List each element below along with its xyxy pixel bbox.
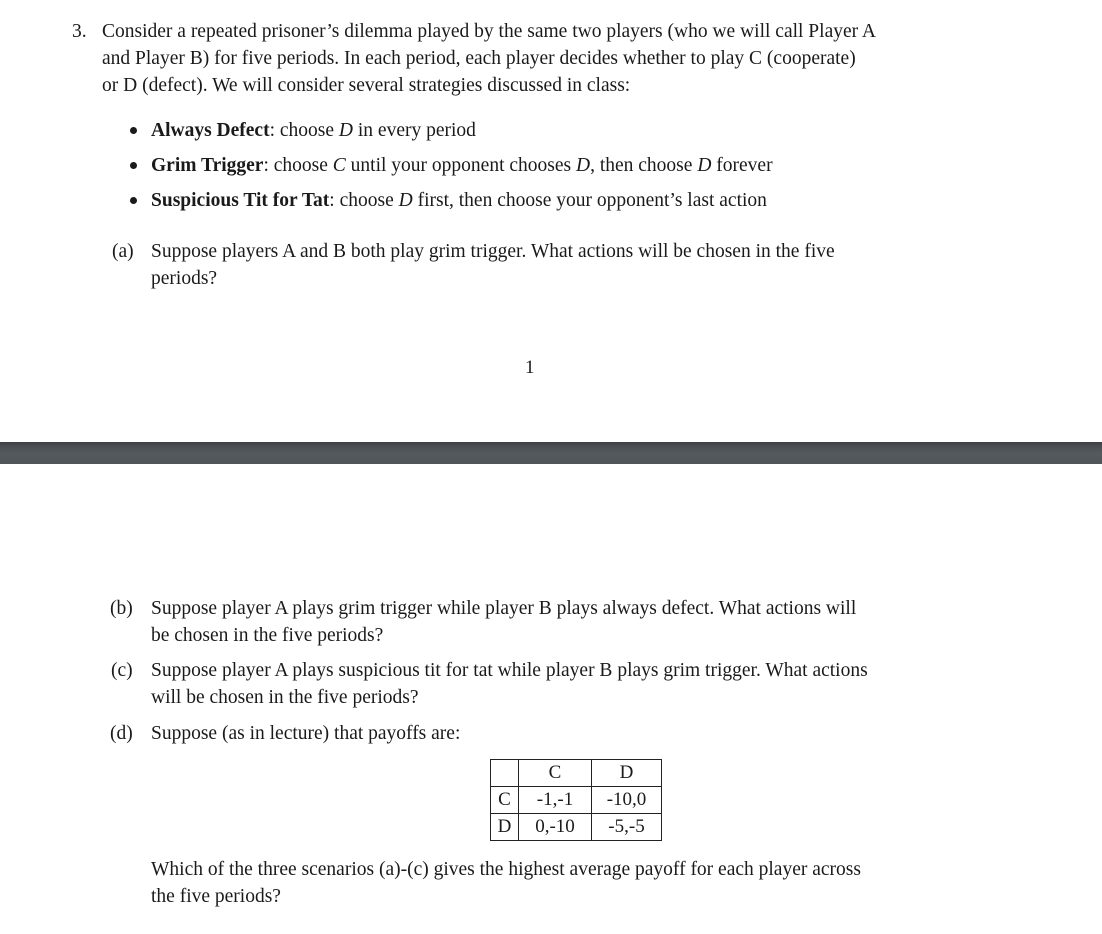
part-c-line-1: Suppose player A plays suspicious tit for tat while player B plays grim trigger. What actions [151, 660, 868, 681]
intro-line-2: and Player B) for five periods. In each period, each player decides whether to play C (cooperate) [102, 48, 856, 69]
page-divider [0, 442, 1102, 464]
payoff-corner-cell [491, 760, 519, 787]
intro-line-1: Consider a repeated prisoner’s dilemma played by the same two players (who we will call Player A [102, 21, 877, 42]
payoff-cell: 0,-10 [519, 814, 592, 841]
bullet-icon [130, 197, 137, 204]
part-a-line-1: Suppose players A and B both play grim trigger. What actions will be chosen in the five [151, 241, 835, 262]
part-b-line-2: be chosen in the five periods? [151, 625, 384, 646]
part-d-line: Suppose (as in lecture) that payoffs are: [151, 723, 461, 744]
payoff-row [491, 814, 662, 841]
part-d-followup-line-2: the five periods? [151, 886, 281, 907]
payoff-row-header: D [491, 814, 519, 841]
payoff-row [491, 787, 662, 814]
payoff-col-header: C [519, 760, 592, 787]
payoff-header-row [491, 760, 662, 787]
payoff-cell: -10,0 [592, 787, 662, 814]
part-b-line-1: Suppose player A plays grim trigger while player B plays always defect. What actions will [151, 598, 857, 619]
payoff-cell: -1,-1 [519, 787, 592, 814]
strategy-grim-trigger: Grim Trigger: choose C until your opponent chooses D, then choose D forever [151, 155, 773, 176]
payoff-row-header: C [491, 787, 519, 814]
intro-line-3: or D (defect). We will consider several strategies discussed in class: [102, 75, 631, 96]
payoff-cell: -5,-5 [592, 814, 662, 841]
part-d-followup-line-1: Which of the three scenarios (a)-(c) gives the highest average payoff for each player across [151, 859, 861, 880]
part-c-label: (c) [111, 660, 133, 681]
page-number: 1 [525, 357, 535, 378]
strategy-always-defect: Always Defect: choose D in every period [151, 120, 476, 141]
payoff-matrix [490, 759, 662, 841]
part-a-line-2: periods? [151, 268, 218, 289]
payoff-col-header: D [592, 760, 662, 787]
part-a-label: (a) [112, 241, 134, 262]
part-c-line-2: will be chosen in the five periods? [151, 687, 419, 708]
question-number: 3. [72, 21, 87, 42]
part-d-label: (d) [110, 723, 133, 744]
strategy-suspicious-tit-for-tat: Suspicious Tit for Tat: choose D first, then choose your opponent’s last action [151, 190, 767, 211]
bullet-icon [130, 162, 137, 169]
bullet-icon [130, 127, 137, 134]
part-b-label: (b) [110, 598, 133, 619]
